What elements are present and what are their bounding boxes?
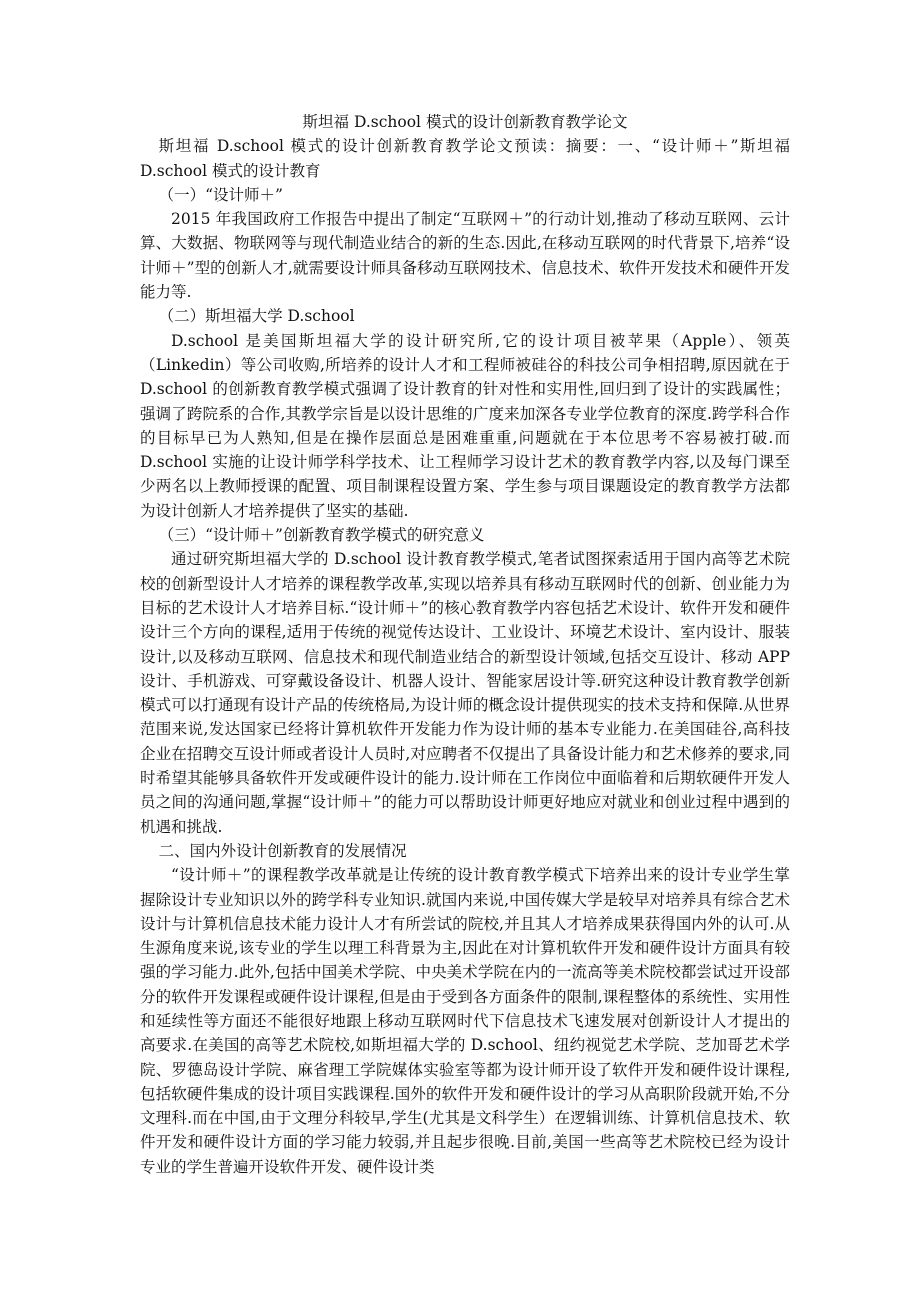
document-title: 斯坦福 D.school 模式的设计创新教育教学论文 xyxy=(302,113,628,131)
preview-paragraph: 斯坦福 D.school 模式的设计创新教育教学论文预读：摘要：一、“设计师＋”斯坦福 D.school 模式的设计教育 xyxy=(140,137,790,180)
body-paragraph-1: 2015 年我国政府工作报告中提出了制定“互联网＋”的行动计划,推动了移动互联网、云计算、大数据、物联网等与现代制造业结合的新的生态.因此,在移动互联网的时代背景下,培养“设计师＋”型的创新人才,就需要设计师具备移动互联网技术、信息技术、软件开发技术和硬件开发能力等. xyxy=(140,210,790,302)
body-paragraph-4: “设计师＋”的课程教学改革就是让传统的设计教育教学模式下培养出来的设计专业学生掌握除设计专业知识以外的跨学科专业知识.就国内来说,中国传媒大学是较早对培养具有综合艺术设计与计算机信息技术能力设计人才有所尝试的院校,并且其人才培养成果获得国内外的认可.从生源角度来说,该专业的学生以理工科背景为主,因此在对计算机软件开发和硬件设计方面具有较强的学习能力.此外,包括中国美术学院、中央美术学院在内的一流高等美术院校都尝试过开设部分的软件开发课程或硬件设计课程,但是由于受到各方面条件的限制,课程整体的系统性、实用性和延续性等方面还不能很好地跟上移动互联网时代下信息技术飞速发展对创新设计人才提出的高要求.在美国的高等艺术院校,如斯坦福大学的 D.school、纽约视觉艺术学院、芝加哥艺术学院、罗德岛设计学院、麻省理工学院媒体实验室等都为设计师开设了软件开发和硬件设计课程,包括软硬件集成的设计项目实践课程.国外的软件开发和硬件设计的学习从高职阶段就开始,不分文理科.而在中国,由于文理分科较早,学生(尤其是文科学生）在逻辑训练、计算机信息技术、软件开发和硬件设计方面的学习能力较弱,并且起步很晚.目前,美国一些高等艺术院校已经为设计专业的学生普遍开设软件开发、硬件设计类 xyxy=(140,866,790,1176)
section-heading-2: （二）斯坦福大学 D.school xyxy=(158,307,355,326)
section-heading-4: 二、国内外设计创新教育的发展情况 xyxy=(158,841,407,860)
body-paragraph-3: 通过研究斯坦福大学的 D.school 设计教育教学模式,笔者试图探索适用于国内高等艺术院校的创新型设计人才培养的课程教学改革,实现以培养具有移动互联网时代的创新、创业能力为目标的艺术设计人才培养目标.“设计师＋”的核心教育教学内容包括艺术设计、软件开发和硬件设计三个方向的课程,适用于传统的视觉传达设计、工业设计、环境艺术设计、室内设计、服装设计,以及移动互联网、信息技术和现代制造业结合的新型设计领域,包括交互设计、移动 APP 设计、手机游戏、可穿戴设备设计、机器人设计、智能家居设计等.研究这种设计教育教学创新模式可以打通现有设计产品的传统格局,为设计师的概念设计提供现实的技术支持和保障.从世界范围来说,发达国家已经将计算机软件开发能力作为设计师的基本专业能力.在美国硅谷,高科技企业在招聘交互设计师或者设计人员时,对应聘者不仅提出了具备设计能力和艺术修养的要求,同时希望其能够具备软件开发或硬件设计的能力.设计师在工作岗位中面临着和后期软硬件开发人员之间的沟通问题,掌握“设计师＋”的能力可以帮助设计师更好地应对就业和创业过程中遇到的机遇和挑战. xyxy=(140,550,790,836)
section-heading-3: （三）“设计师＋”创新教育教学模式的研究意义 xyxy=(158,526,485,545)
document-page xyxy=(140,110,790,1179)
body-paragraph-2: D.school 是美国斯坦福大学的设计研究所,它的设计项目被苹果（Apple）、领英（Linkedin）等公司收购,所培养的设计人才和工程师被硅谷的科技公司争相招聘,原因就在于 D.school 的创新教育教学模式强调了设计教育的针对性和实用性,回归到了设计的实践属性；强调了跨院系的合作,其教学宗旨是以设计思维的广度来加深各专业学位教育的深度.跨学科合作的目标早已为人熟知,但是在操作层面总是困难重重,问题就在于本位思考不容易被打破.而 D.school 实施的让设计师学科学技术、让工程师学习设计艺术的教育教学内容,以及每门课至少两名以上教师授课的配置、项目制课程设置方案、学生参与项目课题设定的教育教学方法都为设计创新人才培养提供了坚实的基础. xyxy=(140,331,790,520)
section-heading-1: （一）“设计师＋” xyxy=(158,185,283,204)
